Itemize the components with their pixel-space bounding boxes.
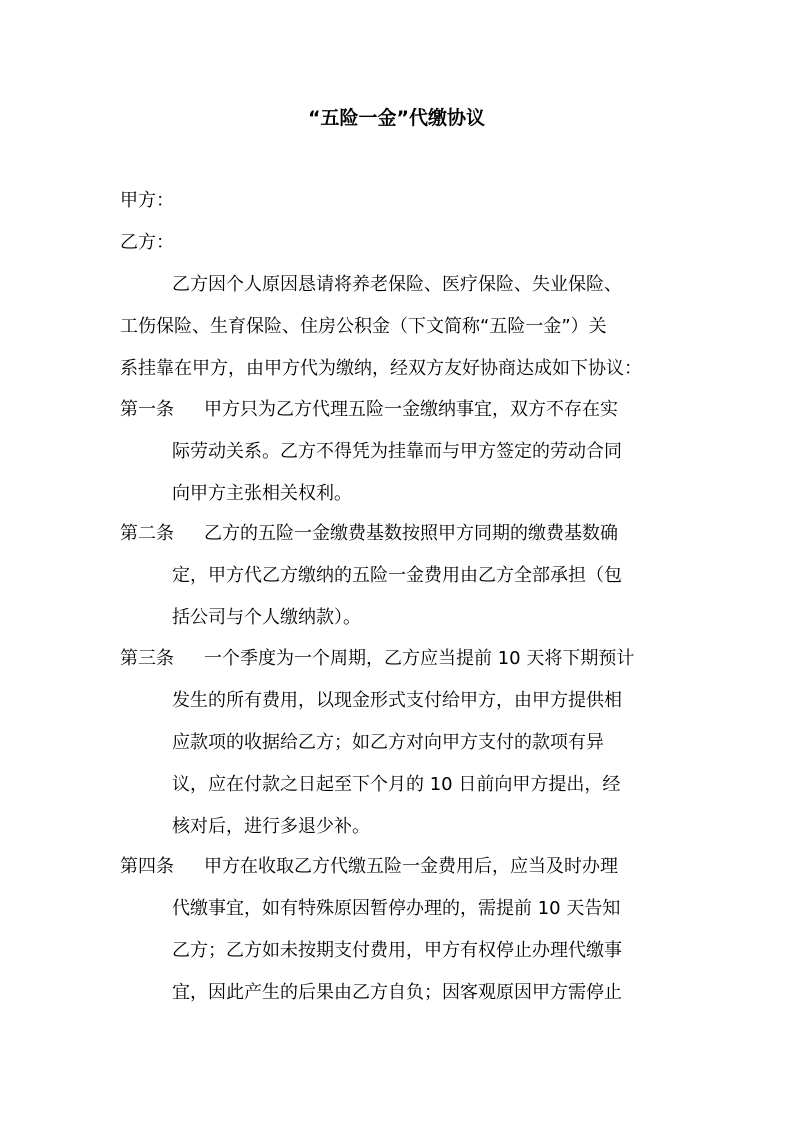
article-text: 一个季度为一个周期，乙方应当提前 10 天将下期预计 <box>204 648 635 669</box>
article-label: 第四条 <box>120 856 174 877</box>
article-line: 括公司与个人缴纳款）。 <box>172 607 361 628</box>
article-line: 代缴事宜，如有特殊原因暂停办理的，需提前 10 天告知 <box>172 898 621 919</box>
article-label: 第三条 <box>120 648 174 669</box>
party-b-label: 乙方： <box>120 232 174 253</box>
article-label: 第一条 <box>120 399 174 420</box>
article-line: 际劳动关系。乙方不得凭为挂靠而与甲方签定的劳动合同 <box>172 441 622 462</box>
article-line: 应款项的收据给乙方；如乙方对向甲方支付的款项有异 <box>172 732 604 753</box>
article-4-first-line <box>120 854 618 880</box>
article-1-first-line <box>120 397 618 423</box>
intro-line: 工伤保险、生育保险、住房公积金（下文简称“五险一金”）关 <box>120 316 607 337</box>
article-text: 甲方只为乙方代理五险一金缴纳事宜，双方不存在实 <box>204 399 618 420</box>
article-line: 向甲方主张相关权利。 <box>172 483 352 504</box>
article-line: 宜，因此产生的后果由乙方自负；因客观原因甲方需停止 <box>172 982 622 1003</box>
article-2-first-line <box>120 521 618 547</box>
article-line: 定，甲方代乙方缴纳的五险一金费用由乙方全部承担（包 <box>172 565 622 586</box>
article-text: 甲方在收取乙方代缴五险一金费用后，应当及时办理 <box>204 856 618 877</box>
article-3-first-line <box>120 646 634 672</box>
intro-line: 系挂靠在甲方，由甲方代为缴纳，经双方友好协商达成如下协议： <box>120 358 642 379</box>
article-line: 发生的所有费用，以现金形式支付给甲方，由甲方提供相 <box>172 690 622 711</box>
party-a-label: 甲方： <box>120 190 174 211</box>
article-text: 乙方的五险一金缴费基数按照甲方同期的缴费基数确 <box>204 523 618 544</box>
article-line: 议，应在付款之日起至下个月的 10 日前向甲方提出，经 <box>172 774 621 795</box>
document-title: “五险一金”代缴协议 <box>308 107 485 129</box>
intro-line: 乙方因个人原因恳请将养老保险、医疗保险、失业保险、 <box>172 274 622 295</box>
article-label: 第二条 <box>120 523 174 544</box>
article-line: 乙方；乙方如未按期支付费用，甲方有权停止办理代缴事 <box>172 940 622 961</box>
article-line: 核对后，进行多退少补。 <box>172 816 370 837</box>
